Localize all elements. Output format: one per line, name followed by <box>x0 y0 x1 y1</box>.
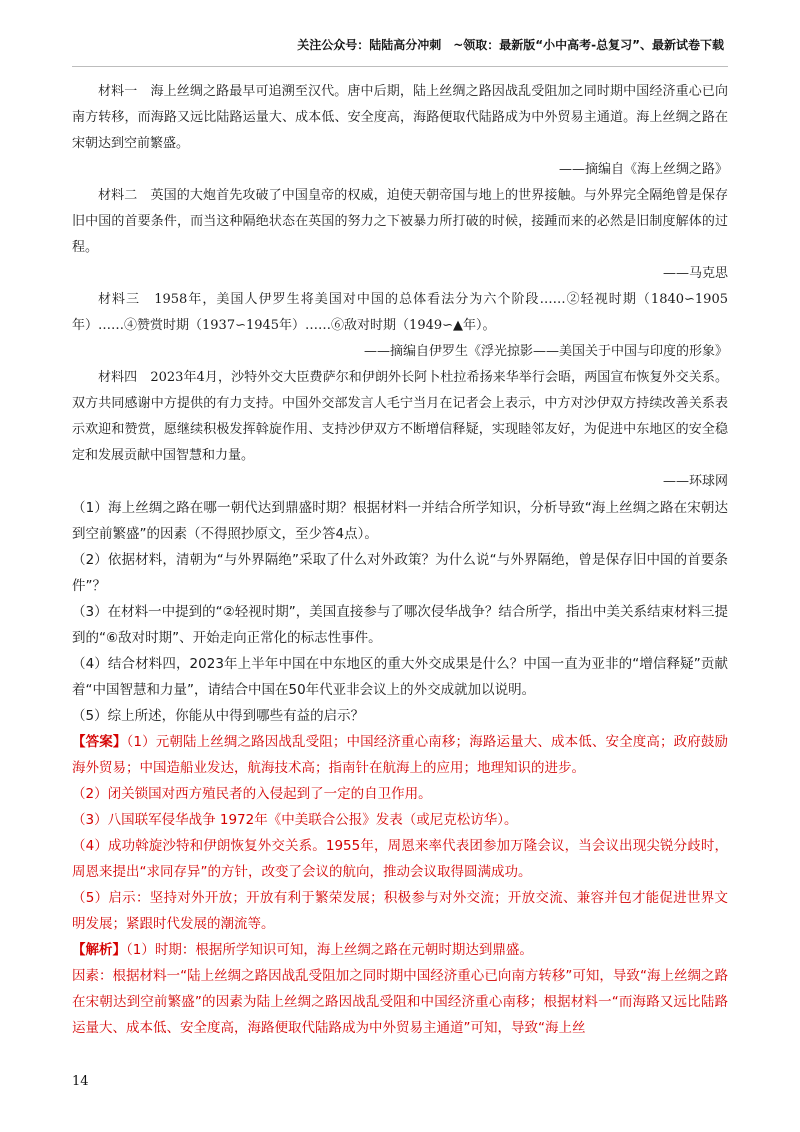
material-4-source: ——环球网 <box>662 474 728 489</box>
answer-1-text: （1）元朝陆上丝绸之路因战乱受阻；中国经济重心南移；海路运量大、成本低、安全度高；政府鼓励海外贸易；中国造船业发达，航海技术高；指南针在航海上的应用；地理知识的进步。 <box>72 734 728 776</box>
question-2: （2）依据材料，清朝为“与外界隔绝”采取了什么对外政策？为什么说“与外界隔绝，曾是保存旧中国的首要条件”？ <box>72 552 728 594</box>
material-3: 材料三 1958年，美国人伊罗生将美国对中国的总体看法分为六个阶段……②轻视时期（1840∽1905年）……④赞赏时期（1937∽1945年）……⑥敌对时期（1949∽▲年）。 <box>72 292 728 333</box>
page-header: 关注公众号：陆陆高分冲刺 ~领取：最新版“小中高考-总复习”、最新试卷下载 <box>297 38 724 52</box>
material-2: 材料二 英国的大炮首先攻破了中国皇帝的权威，迫使天朝帝国与地上的世界接触。与外界完全隔绝曾是保存旧中国的首要条件，而当这种隔绝状态在英国的努力之下被暴力所打破的时候，接踵而来的必然是旧制度解体的过程。 <box>72 188 728 255</box>
analysis-tag: 【解析】 <box>72 942 126 958</box>
answer-2: （2）闭关锁国对西方殖民者的入侵起到了一定的自卫作用。 <box>72 786 432 802</box>
answer-3: （3）八国联军侵华战争 1972年《中美联合公报》发表（或尼克松访华）。 <box>72 812 518 828</box>
analysis-first <box>72 937 728 963</box>
question-3: （3）在材料一中提到的“②轻视时期”，美国直接参与了哪次侵华战争？结合所学，指出中美关系结束材料三提到的“⑥敌对时期”、开始走向正常化的标志性事件。 <box>72 604 728 646</box>
answer-1 <box>72 729 728 781</box>
answer-tag: 【答案】 <box>72 734 127 750</box>
page-number: 14 <box>72 1074 89 1089</box>
answer-5: （5）启示：坚持对外开放；开放有利于繁荣发展；积极参与对外交流；开放交流、兼容并包才能促进世界文明发展；紧跟时代发展的潮流等。 <box>72 890 728 932</box>
question-1: （1）海上丝绸之路在哪一朝代达到鼎盛时期？根据材料一并结合所学知识，分析导致“海上丝绸之路在宋朝达到空前繁盛”的因素（不得照抄原文，至少答4点）。 <box>72 500 728 542</box>
answer-4: （4）成功斡旋沙特和伊朗恢复外交关系。1955年，周恩来率代表团参加万隆会议，当会议出现尖锐分歧时，周恩来提出“求同存异”的方针，改变了会议的航向，推动会议取得圆满成功。 <box>72 838 728 880</box>
material-4: 材料四 2023年4月，沙特外交大臣费萨尔和伊朗外长阿卜杜拉希扬来华举行会晤，两国宣布恢复外交关系。双方共同感谢中方提供的有力支持。中国外交部发言人毛宁当月在记者会上表示，中方对沙伊双方持续改善关系表示欢迎和赞赏，愿继续积极发挥斡旋作用、支持沙伊双方不断增信释疑，实现睦邻友好，为促进中东地区的安全稳定和发展贡献中国智慧和力量。 <box>72 370 728 463</box>
page-content <box>72 79 728 1041</box>
question-5: （5）综上所述，你能从中得到哪些有益的启示？ <box>72 708 365 724</box>
material-1-source: ——摘编自《海上丝绸之路》 <box>558 162 728 177</box>
analysis-body: 因素：根据材料一“陆上丝绸之路因战乱受阻加之同时期中国经济重心已向南方转移”可知，导致“海上丝绸之路在宋朝达到空前繁盛”的因素为陆上丝绸之路因战乱受阻和中国经济重心南移；根据材料一“而海路又远比陆路运量大、成本低、安全度高，海路便取代陆路成为中外贸易主通道”可知，导致“海上丝 <box>72 968 728 1036</box>
material-2-source: ——马克思 <box>662 266 728 281</box>
question-4: （4）结合材料四，2023年上半年中国在中东地区的重大外交成果是什么？中国一直为亚非的“增信释疑”贡献着“中国智慧和力量”，请结合中国在50年代亚非会议上的外交成就加以说明。 <box>72 656 728 698</box>
material-3-source: ——摘编自伊罗生《浮光掠影——美国关于中国与印度的形象》 <box>363 344 728 359</box>
header-divider <box>72 66 728 67</box>
analysis-first-text: （1）时期：根据所学知识可知，海上丝绸之路在元朝时期达到鼎盛。 <box>126 942 533 958</box>
material-1: 材料一 海上丝绸之路最早可追溯至汉代。唐中后期，陆上丝绸之路因战乱受阻加之同时期中国经济重心已向南方转移，而海路又远比陆路运量大、成本低、安全度高，海路便取代陆路成为中外贸易主通道。海上丝绸之路在宋朝达到空前繁盛。 <box>72 84 728 151</box>
